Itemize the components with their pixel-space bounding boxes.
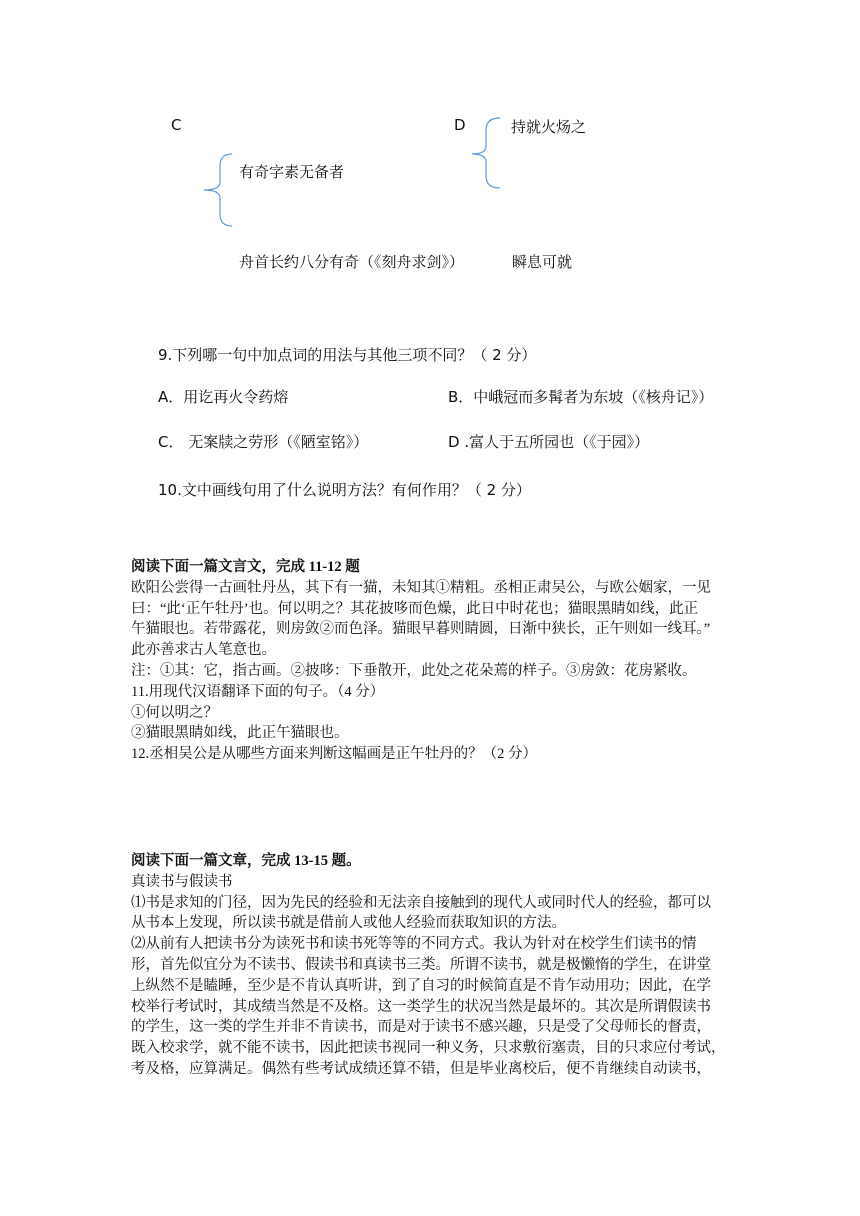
classical-passage-section <box>131 557 731 765</box>
passage-line: 午猫眼也。若带露花，则房敛②而色泽。猫眼早暮则睛圆，日渐中狭长，正午则如一线耳。” <box>131 621 711 638</box>
essay-line: ⑵从前有人把读书分为读死书和读书死等等的不同方式。我认为针对在校学生们读书的情 <box>131 936 697 953</box>
brace-d-icon <box>466 116 506 192</box>
essay-line: 考及格，应算满足。偶然有些考试成绩还算不错，但是毕业离校后，便不肯继续自动读书， <box>131 1060 711 1077</box>
section-heading-13-15: 阅读下面一篇文章，完成 13-15 题。 <box>131 853 361 869</box>
option-c-sentence-2: 舟首长约八分有奇（《刻舟求剑》） <box>239 253 465 271</box>
passage-note: 注：①其：它，指古画。②披哆：下垂散开，此处之花朵蔫的样子。③房敛：花房紧收。 <box>131 662 697 679</box>
section-heading-11-12: 阅读下面一篇文言文，完成 11-12 题 <box>131 559 360 575</box>
passage-line: 此亦善求古人笔意也。 <box>131 642 276 659</box>
essay-line: 校举行考试时，其成绩当然是不及格。这一类学生的状况当然是最坏的。其次是所谓假读书 <box>131 998 711 1015</box>
question-11-item-1: ①何以明之？ <box>131 704 218 721</box>
essay-title: 真读书与假读书 <box>131 873 233 890</box>
question-10-stem: 10.文中画线句用了什么说明方法？有何作用？（ 2 分） <box>158 481 531 499</box>
question-12-stem: 12.丞相吴公是从哪些方面来判断这幅画是正午牡丹的？（2 分） <box>131 746 537 763</box>
question-11-stem: 11.用现代汉语翻译下面的句子。（4 分） <box>131 683 385 700</box>
question-9-option-d: D .富人于五所园也（《于园》） <box>448 433 650 451</box>
question-9-option-b: B．中峨冠而多髯者为东坡（《核舟记》） <box>448 388 714 406</box>
question-9-option-a: A．用讫再火令药熔 <box>158 388 289 406</box>
question-11-item-2: ②猫眼黑睛如线，此正午猫眼也。 <box>131 725 349 742</box>
essay-line: 的学生，这一类的学生并非不肯读书，而是对于读书不感兴趣，只是受了父母师长的督责， <box>131 1019 711 1036</box>
essay-line: 从书本上发现，所以读书就是借前人或他人经验而获取知识的方法。 <box>131 915 566 932</box>
brace-c-icon <box>198 152 238 230</box>
option-c-sentence-1: 有奇字素无备者 <box>239 163 345 181</box>
essay-line: 形，首先似宜分为不读书、假读书和真读书三类。所谓不读书，就是极懒惰的学生，在讲堂 <box>131 956 711 973</box>
essay-section <box>131 851 731 1080</box>
option-d-sentence-1: 持就火炀之 <box>511 118 587 136</box>
option-d-label: D <box>454 116 466 134</box>
option-c-label: C <box>171 116 182 134</box>
option-d-sentence-2: 瞬息可就 <box>512 253 573 271</box>
essay-line: 上纵然不是瞌睡，至少是不肯认真听讲，到了自习的时候简直是不肯乍动用功；因此，在学 <box>131 977 711 994</box>
passage-line: 曰：“此‘正午牡丹’也。何以明之？其花披哆而色燥，此日中时花也；猫眼黑睛如线，此正 <box>131 600 699 617</box>
passage-line: 欧阳公尝得一古画牡丹丛，其下有一猫，未知其①精粗。丞相正肃吴公，与欧公姻家，一见 <box>131 579 711 596</box>
essay-line: ⑴书是求知的门径，因为先民的经验和无法亲自接触到的现代人或同时代人的经验，都可以 <box>131 894 711 911</box>
question-9-stem: 9.下列哪一句中加点词的用法与其他三项不同？（ 2 分） <box>158 346 537 364</box>
question-9-option-c: C． 无案牍之劳形（《陋室铭》） <box>158 433 369 451</box>
essay-line: 既入校求学，就不能不读书，因此把读书视同一种义务，只求敷衍塞责，目的只求应付考试， <box>131 1040 726 1057</box>
